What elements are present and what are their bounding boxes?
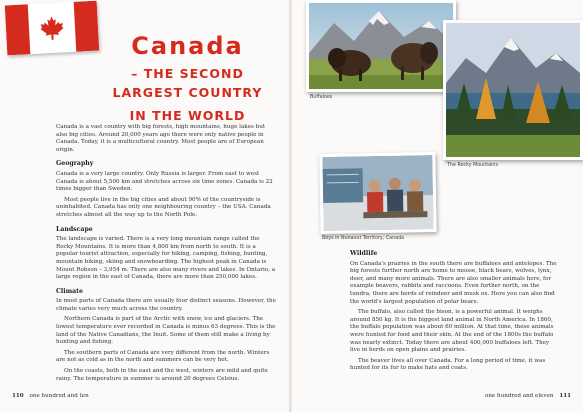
wildlife-heading: Wildlife	[350, 250, 378, 257]
page-words-right: one hundred and eleven	[484, 393, 554, 399]
geography-heading: Geography	[56, 160, 94, 168]
caption-rocky-mountains: The Rocky Mountains	[447, 163, 498, 168]
title-block	[100, 32, 275, 125]
climate-p4: On the coasts, both in the east and the west, winters are mild and quite rainy. The temperature in summer is around 20 degrees Celsius.	[56, 368, 268, 382]
canada-flag-icon	[5, 1, 99, 56]
footer-left	[8, 393, 89, 399]
climate-p1: In most parts of Canada there are usually four distinct seasons. However, the climate varies very much across the country.	[56, 298, 276, 312]
right-body	[350, 244, 558, 376]
footer-right	[485, 393, 575, 399]
landscape-heading: Landscape	[56, 225, 93, 233]
climate-p3: The southern parts of Canada are very different from the north. Winters are not as cold as in the north and summers can be very hot.	[56, 349, 270, 364]
geography-p1: Canada is a very large country. Only Russia is larger. From east to west Canada is about 5,500 km and stretches across six time zones. Canada is 22 times bigger than Sweden.	[56, 170, 273, 193]
landscape-p1: The landscape is varied. There is a very long mountain range called the Rocky Mountains. It is more than 4,800 km from north to south. It is a popular tourist attraction, especially for hiking, camping, fishing, hunting, mountain biking, skiing and snowboarding. The highest peak in Canada is Mount Robson – 3,954 m. There are also many rivers and lakes. In Ontario, a large region in the east of Canada, there are more than 250,000 lakes.	[56, 236, 276, 281]
left-body	[56, 124, 278, 386]
page-number-right: 111	[559, 393, 571, 399]
wildlife-p2: The buffalo, also called the bison, is a powerful animal. It weighs around 850 kg. It is the biggest land animal in North America. In 1860, the buffalo population was about 60 million. At that time, these animals were hunted for food and their skin. At the end of the 1800s the buffalo was nearly extinct. Today there are about 400,000 buffaloes left. They live in herds on open plains and prairies.	[350, 309, 554, 354]
rocky-mountains-photo	[443, 20, 583, 160]
page-title: Canada	[131, 32, 244, 60]
climate-heading: Climate	[56, 287, 83, 295]
page-words-left: one hundred and ten	[29, 393, 89, 399]
subtitle-line-1: – THE SECOND LARGEST COUNTRY	[112, 66, 263, 100]
caption-boys: Boys in Nunavut Territory, Canada	[322, 236, 405, 241]
geography-p2: Most people live in the big cities and about 90% of the countryside is uninhabited. Canada has only one neighbouring country – the USA. Canada stretches almost all the way up to the North Pole.	[56, 196, 271, 218]
intro-paragraph: Canada is a vast country with big forests, high mountains, huge lakes but also big cities. Around 20,000 years ago there were only native people in Canada. Today, it is a multicultural country. Most people are of European origin.	[56, 124, 266, 153]
wildlife-p1: On Canada's prairies in the south there are buffaloes and antelopes. The big forests further north are home to moose, black bears, wolves, lynx, deer, and many more animals. There are also smaller animals here, for example beavers, rabbits and raccoons. Even further north, on the tundra, there are herds of reindeer and musk ox. Here you can also find the world's largest population of polar bears.	[350, 260, 557, 305]
left-page	[0, 0, 290, 412]
wildlife-p3: The beaver lives all over Canada. For a long period of time, it was hunted for its fur to make hats and coats.	[350, 357, 546, 372]
subtitle-line-2: IN THE WORLD	[129, 108, 246, 123]
maple-leaf-icon	[38, 14, 65, 41]
caption-buffaloes: Buffaloes	[310, 95, 333, 100]
buffaloes-photo	[306, 0, 456, 92]
page-number-left: 110	[12, 393, 24, 399]
boys-nunavut-photo	[319, 152, 436, 234]
climate-p2: Northern Canada is part of the Arctic with snow, ice and glaciers. The lowest temperature ever recorded in Canada is minus 63 degrees. This is the land of the Native Canadians, the Inuit. Some of them still make a living by hunting and fishing.	[56, 316, 276, 346]
